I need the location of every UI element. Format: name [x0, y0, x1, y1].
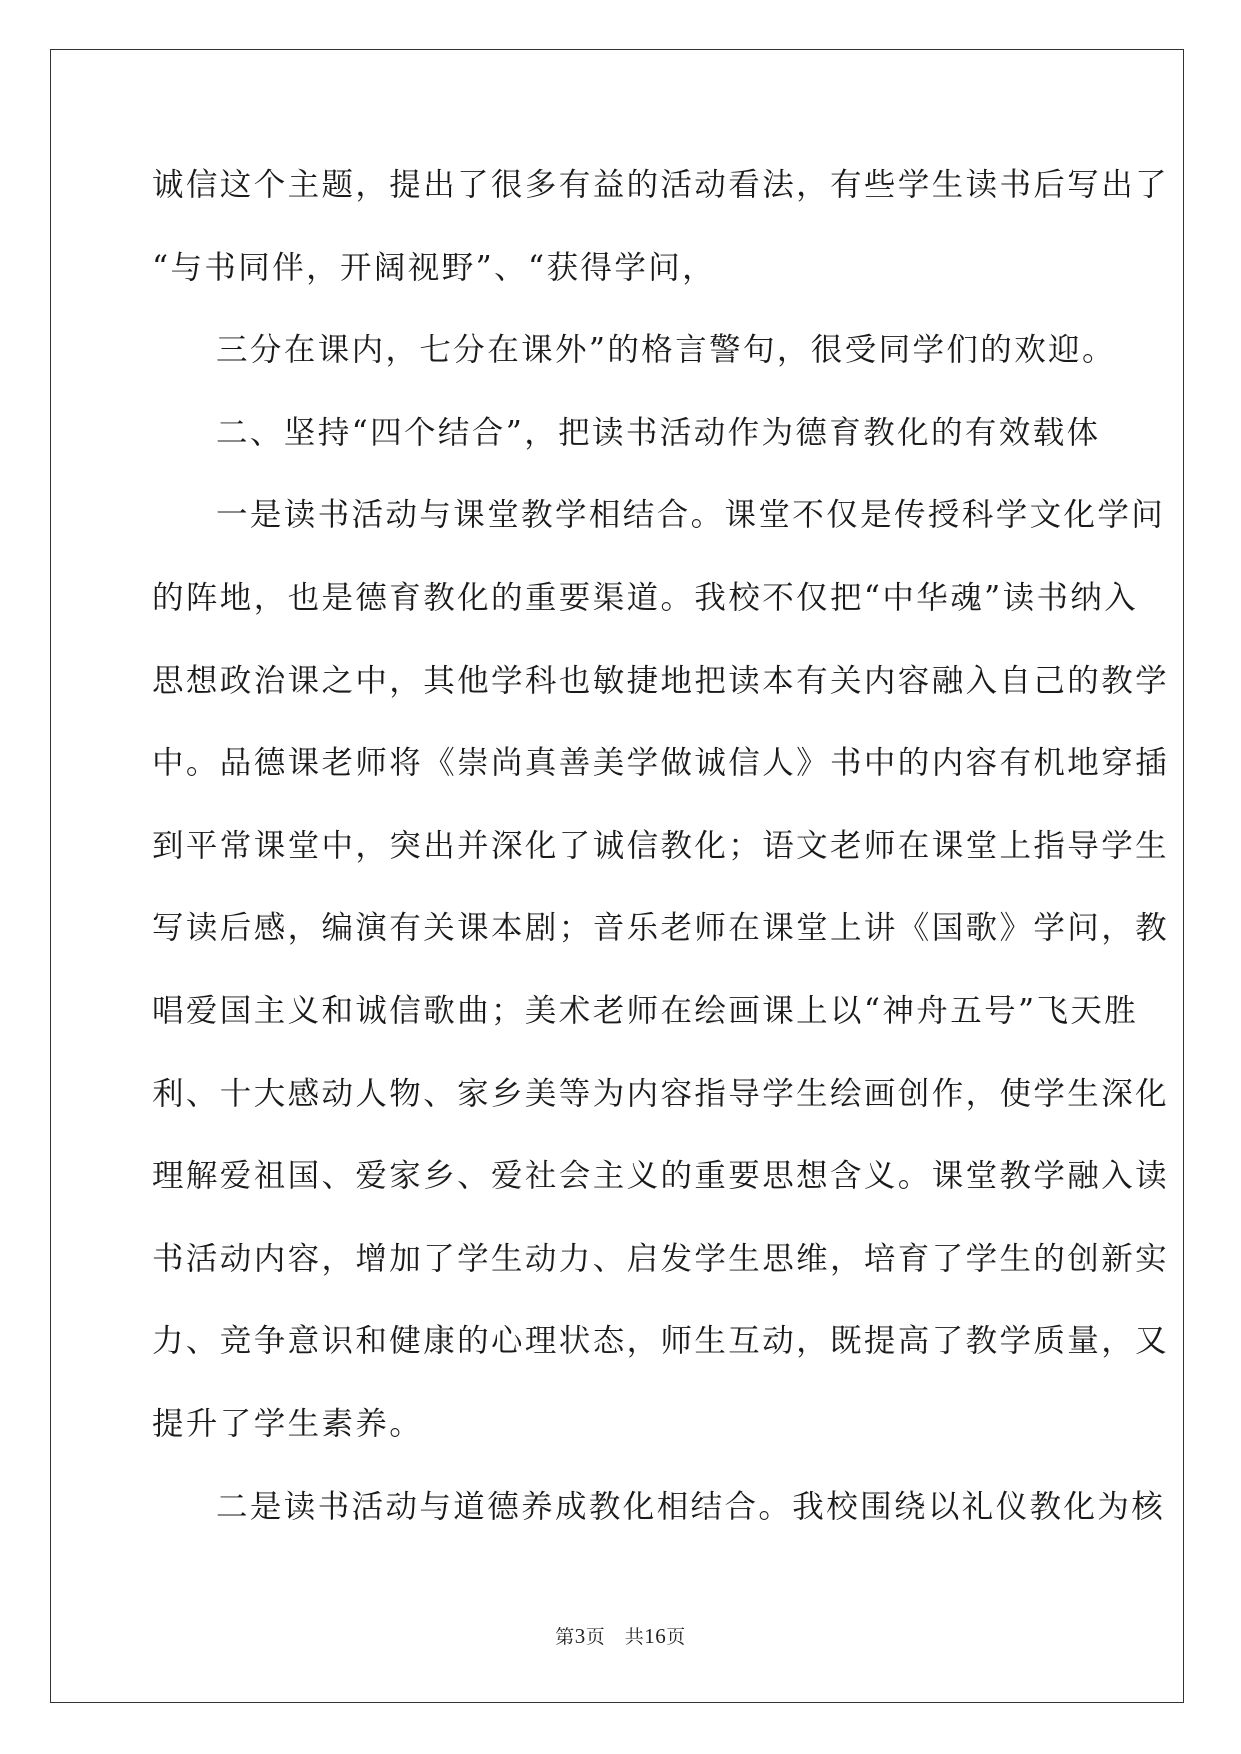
- text-line-13: 理解爱祖国、爱家乡、爱社会主义的重要思想含义。课堂教学融入读: [152, 1158, 1170, 1195]
- text-line-11: 唱爱国主义和诚信歌曲；美术老师在绘画课上以“神舟五号”飞天胜: [152, 992, 1139, 1029]
- text-line-10: 写读后感，编演有关课本剧；音乐老师在课堂上讲《国歌》学问，教: [152, 910, 1170, 947]
- section-heading: 二、坚持“四个结合”，把读书活动作为德育教化的有效载体: [216, 414, 1101, 451]
- footer-mid: 页 共: [585, 1626, 645, 1648]
- text-line-3: 三分在课内，七分在课外”的格言警句，很受同学们的欢迎。: [216, 332, 1116, 369]
- page-footer: [0, 1622, 1241, 1649]
- text-line-2: “与书同伴，开阔视野”、“获得学问，: [152, 249, 717, 286]
- text-line-15: 力、竞争意识和健康的心理状态，师生互动，既提高了教学质量，又: [152, 1323, 1170, 1360]
- text-line-1: 诚信这个主题，提出了很多有益的活动看法，有些学生读书后写出了: [152, 167, 1170, 203]
- text-line-7: 思想政治课之中，其他学科也敏捷地把读本有关内容融入自己的教学: [152, 662, 1170, 699]
- footer-page-total: 16: [644, 1624, 667, 1648]
- text-line-5: 一是读书活动与课堂教学相结合。课堂不仅是传授科学文化学问: [216, 497, 1166, 534]
- text-line-12: 利、十大感动人物、家乡美等为内容指导学生绘画创作，使学生深化: [152, 1075, 1170, 1112]
- text-line-6: 的阵地，也是德育教化的重要渠道。我校不仅把“中华魂”读书纳入: [152, 579, 1139, 616]
- footer-suffix: 页: [666, 1626, 686, 1648]
- text-line-9: 到平常课堂中，突出并深化了诚信教化；语文老师在课堂上指导学生: [152, 827, 1170, 864]
- text-line-14: 书活动内容，增加了学生动力、启发学生思维，培育了学生的创新实: [152, 1240, 1170, 1277]
- text-line-8: 中。品德课老师将《崇尚真善美学做诚信人》书中的内容有机地穿插: [152, 745, 1170, 782]
- footer-prefix: 第: [555, 1626, 575, 1648]
- text-line-16: 提升了学生素养。: [152, 1405, 424, 1442]
- footer-page-current: 3: [574, 1624, 586, 1648]
- document-body: [152, 165, 1170, 1569]
- text-line-17: 二是读书活动与道德养成教化相结合。我校围绕以礼仪教化为核: [216, 1488, 1166, 1525]
